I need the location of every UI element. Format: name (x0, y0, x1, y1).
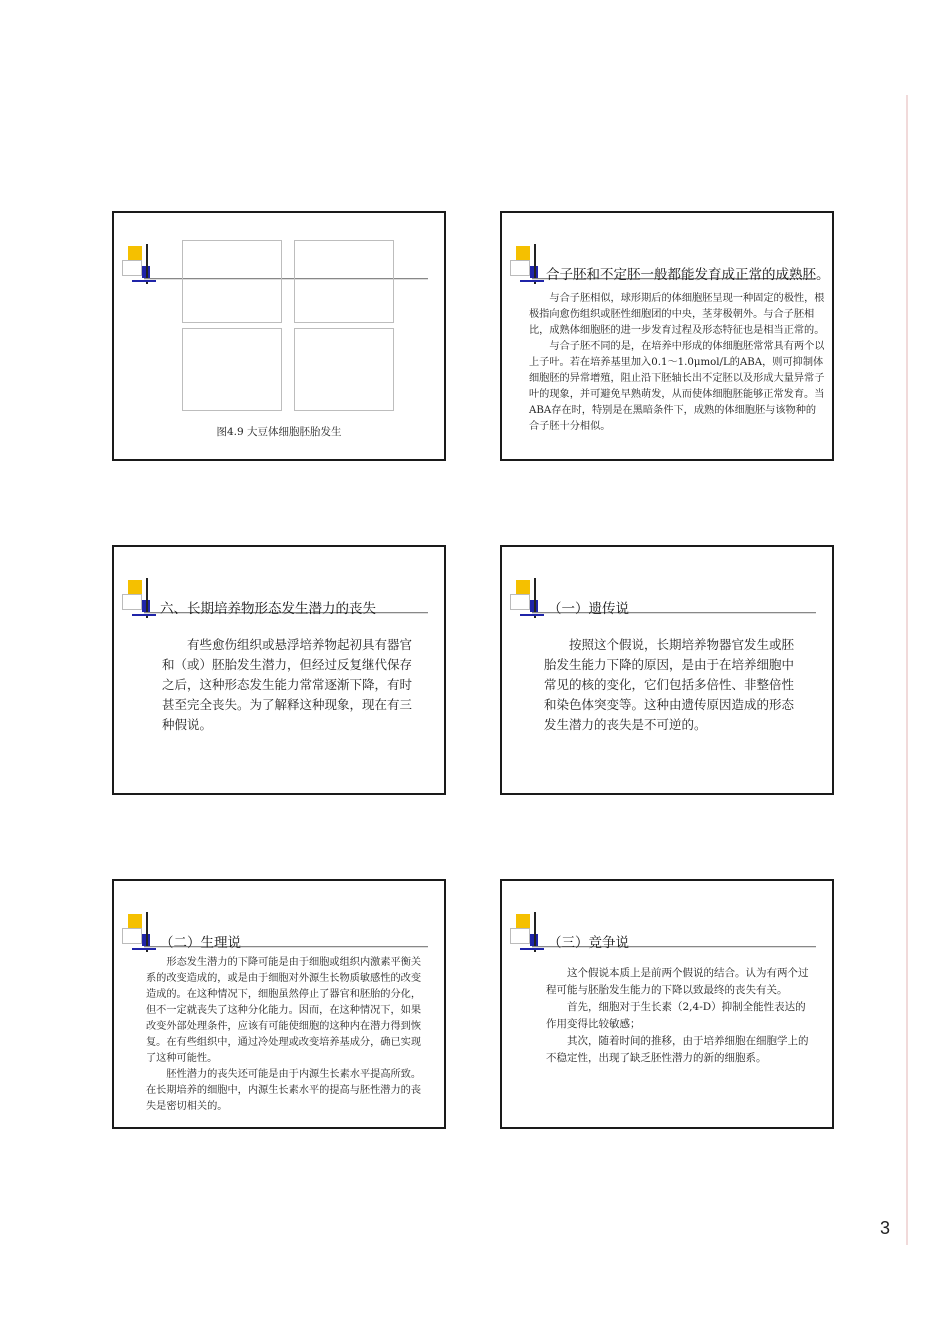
paragraph: 胚性潜力的丧失还可能是由于内源生长素水平提高所致。在长期培养的细胞中，内源生长素水平的提高与胚性潜力的丧失是密切相关的。 (146, 1069, 422, 1112)
slide-potential-loss (112, 545, 446, 795)
paragraph: 与合子胚不同的是，在培养中形成的体细胞胚常常具有两个以上子叶。若在培养基里加入0.1～1.0μmol/L的ABA，则可抑制体细胞胚的异常增殖，阻止沿下胚轴长出不定胚以及形成大量异常子叶的现象，并可避免早熟萌发，从而使体细胞胚能够正常发育。当ABA存在时，特别是在黑暗条件下，成熟的体细胞胚与该物种的合子胚十分相似。 (529, 341, 825, 432)
slide-decoration (128, 246, 168, 290)
paragraph: 这个假说本质上是前两个假说的结合。认为有两个过程可能与胚胎发生能力的下降以致最终的丧失有关。 (546, 967, 809, 996)
slide-competition-hypothesis (500, 879, 834, 1129)
slide-title: （三）竞争说 (548, 935, 629, 951)
paragraph: 形态发生潜力的下降可能是由于细胞或组织内激素平衡关系的改变造成的，或是由于细胞对外源生长物质敏感性的改变造成的。在这种情况下，细胞虽然停止了器官和胚胎的分化，但不一定就丧失了这种分化能力。因而，在这种情况下，如果改变外部处理条件，应该有可能使细胞的这种内在潜力得到恢复。在有些组织中，通过冷处理或改变培养基成分，确已实现了这种可能性。 (146, 957, 422, 1064)
slide-title: 六、长期培养物形态发生潜力的丧失 (160, 601, 376, 617)
figure-image-1 (182, 240, 282, 323)
paragraph: 与合子胚相似，球形期后的体细胞胚呈现一种固定的极性，根极指向愈伤组织或胚性细胞团的中央，茎芽极朝外。与合子胚相比，成熟体细胞胚的进一步发育过程及形态特征也是相当正常的。 (529, 293, 825, 336)
slide-title: 合子胚和不定胚一般都能发育成正常的成熟胚。 (546, 267, 830, 283)
paragraph: 有些愈伤组织或悬浮培养物起初具有器官和（或）胚胎发生潜力，但经过反复继代保存之后，这种形态发生能力常常逐渐下降，有时甚至完全丧失。为了解释这种现象，现在有三种假说。 (162, 637, 413, 732)
slide-title: （二）生理说 (160, 935, 241, 951)
page-edge-line (906, 95, 908, 1245)
slide-embryo-development (500, 211, 834, 461)
slide-title: （一）遗传说 (548, 601, 629, 617)
figure-image-2 (294, 240, 394, 323)
page-number: 3 (880, 1218, 891, 1238)
slide-body (544, 635, 806, 735)
slide-physiological-hypothesis (112, 879, 446, 1129)
slide-genetic-hypothesis (500, 545, 834, 795)
slide-body (162, 635, 412, 735)
paragraph: 其次，随着时间的推移，由于培养细胞在细胞学上的不稳定性，出现了缺乏胚性潜力的新的细胞系。 (546, 1035, 809, 1064)
figure-image-3 (182, 328, 282, 411)
figure-image-4 (294, 328, 394, 411)
slide-body (146, 955, 430, 1115)
paragraph: 按照这个假说，长期培养物器官发生或胚胎发生能力下降的原因，是由于在培养细胞中常见的核的变化，它们包括多倍性、非整倍性和染色体突变等。这种由遗传原因造成的形态发生潜力的丧失是不可逆的。 (544, 637, 795, 732)
slide-figure (112, 211, 446, 461)
slide-body (529, 291, 825, 435)
paragraph: 首先，细胞对于生长素（2,4-D）抑制全能性表达的作用变得比较敏感； (546, 1001, 806, 1030)
slide-body (546, 965, 812, 1067)
figure-caption: 图4.9 大豆体细胞胚胎发生 (216, 426, 342, 438)
